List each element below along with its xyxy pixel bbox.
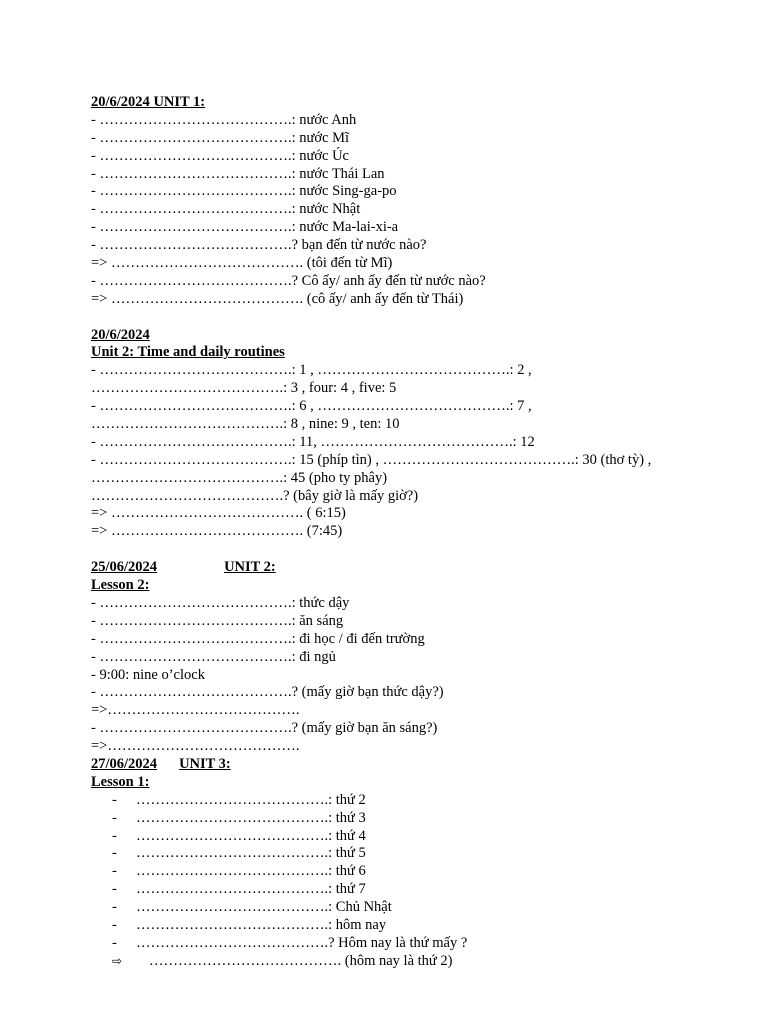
unit2b-line: - ………………………………….: thức dậy xyxy=(91,594,350,611)
blank: …………………………………. xyxy=(136,881,329,898)
blank: …………………………………. xyxy=(136,827,329,844)
blank: …………………………………. xyxy=(136,899,329,916)
blank: …………………………………. xyxy=(110,505,304,522)
blank: …………………………………. xyxy=(99,398,292,415)
unit2b-answer: =>…………………………………. xyxy=(91,702,300,719)
blank: …………………………………. xyxy=(99,111,292,128)
blank: …………………………………. xyxy=(91,469,284,486)
unit3-line: - ………………………………….: thứ 6 xyxy=(112,863,366,880)
spacer xyxy=(91,309,728,327)
blank: …………………………………. xyxy=(317,362,510,379)
unit2b-line: - ………………………………….: ăn sáng xyxy=(91,612,344,629)
blank: …………………………………. xyxy=(110,255,304,272)
blank: …………………………………. xyxy=(91,487,284,504)
unit1-heading xyxy=(91,94,728,112)
unit1-line: - ………………………………….: nước Thái Lan xyxy=(91,165,385,182)
blank: …………………………………. xyxy=(91,380,284,397)
blank: …………………………………. xyxy=(99,433,292,450)
blank: …………………………………. xyxy=(136,916,329,933)
unit2-date: 20/6/2024 xyxy=(91,326,150,343)
unit2-line: - ………………………………….: 15 (phíp tìn) , ………………………………….: 30 (thơ tỳ) , xyxy=(91,451,652,468)
blank: …………………………………. xyxy=(99,129,292,146)
unit3-line: - ………………………………….: thứ 2 xyxy=(112,791,366,808)
unit1-line: - ………………………………….: nước Nhật xyxy=(91,201,361,218)
unit3-line: - ………………………………….: thứ 7 xyxy=(112,881,366,898)
unit3-title: UNIT 3: xyxy=(179,755,231,772)
unit2-line: - ………………………………….: 11, ………………………………….: 12 xyxy=(91,433,535,450)
document-content xyxy=(91,94,728,971)
unit1-line: - ………………………………….: nước Mĩ xyxy=(91,129,350,146)
spacer xyxy=(91,541,728,559)
unit2-answer: => …………………………………. ( 6:15) xyxy=(91,505,346,522)
unit2b-example: - 9:00: nine o’clock xyxy=(91,666,205,683)
blank: …………………………………. xyxy=(99,720,292,737)
blank: …………………………………. xyxy=(99,165,292,182)
unit3-line: - ………………………………….: thứ 4 xyxy=(112,827,366,844)
unit1-line: - ………………………………….: nước Úc xyxy=(91,147,349,164)
unit2b-line: - ………………………………….: đi ngủ xyxy=(91,648,336,665)
blank: …………………………………. xyxy=(107,738,300,755)
unit3-answer: ⇨ …………………………………. (hôm nay là thứ 2) xyxy=(112,952,453,969)
unit3-question: - ………………………………….? Hôm nay là thứ mấy ? xyxy=(112,934,468,951)
blank: …………………………………. xyxy=(99,147,292,164)
blank: …………………………………. xyxy=(99,684,292,701)
unit1-answer: => …………………………………. (tôi đến từ Mĩ) xyxy=(91,255,393,272)
unit3-line: - ………………………………….: thứ 5 xyxy=(112,845,366,862)
blank: …………………………………. xyxy=(99,362,292,379)
unit2-line: - ………………………………….: 1 , ………………………………….: 2 , xyxy=(91,362,532,379)
unit3-line: - ………………………………….: Chủ Nhật xyxy=(112,899,392,916)
unit1-date: 20/6/2024 xyxy=(91,94,150,110)
blank: …………………………………. xyxy=(99,612,292,629)
blank: …………………………………. xyxy=(99,594,292,611)
unit2-title: Unit 2: Time and daily routines xyxy=(91,344,285,361)
blank: …………………………………. xyxy=(110,290,304,307)
unit2-answer: => …………………………………. (7:45) xyxy=(91,523,343,540)
blank: …………………………………. xyxy=(107,702,300,719)
blank: …………………………………. xyxy=(136,863,329,880)
blank: …………………………………. xyxy=(99,630,292,647)
blank: …………………………………. xyxy=(382,451,575,468)
unit1-question: - ………………………………….? Cô ấy/ anh ấy đến từ nước nào? xyxy=(91,272,486,289)
unit1-title: UNIT 1: xyxy=(153,94,206,110)
unit1-line: - ………………………………….: nước Anh xyxy=(91,111,357,128)
blank: …………………………………. xyxy=(136,791,329,808)
unit2-line: ………………………………….: 8 , nine: 9 , ten: 10 xyxy=(91,416,400,433)
unit2-line: - ………………………………….: 6 , ………………………………….: 7 , xyxy=(91,398,532,415)
blank: …………………………………. xyxy=(136,934,329,951)
blank: …………………………………. xyxy=(149,952,342,969)
blank: …………………………………. xyxy=(99,451,292,468)
blank: …………………………………. xyxy=(99,237,292,254)
unit2b-date: 25/06/2024 xyxy=(91,559,158,576)
blank: …………………………………. xyxy=(99,648,292,665)
unit2b-question: - ………………………………….? (mấy giờ bạn thức dậy?) xyxy=(91,684,444,701)
unit2b-heading xyxy=(91,559,728,577)
unit3-lesson: Lesson 1: xyxy=(91,773,150,790)
unit1-question: - ………………………………….? bạn đến từ nước nào? xyxy=(91,237,427,254)
blank: …………………………………. xyxy=(99,219,292,236)
unit3-line: - ………………………………….: hôm nay xyxy=(112,916,387,933)
unit1-answer: => …………………………………. (cô ấy/ anh ấy đến từ Thái) xyxy=(91,290,464,307)
blank: …………………………………. xyxy=(110,523,304,540)
unit2b-answer: =>…………………………………. xyxy=(91,738,300,755)
blank: …………………………………. xyxy=(136,809,329,826)
unit2b-line: - ………………………………….: đi học / đi đến trường xyxy=(91,630,425,647)
blank: …………………………………. xyxy=(136,845,329,862)
blank: …………………………………. xyxy=(99,272,292,289)
blank: …………………………………. xyxy=(99,183,292,200)
arrow-bullet-icon: ⇨ xyxy=(112,953,123,968)
blank: …………………………………. xyxy=(320,433,513,450)
unit2-question: ………………………………….? (bây giờ là mấy giờ?) xyxy=(91,487,419,504)
unit2-line: ………………………………….: 3 , four: 4 , five: 5 xyxy=(91,380,397,397)
unit3-line: - ………………………………….: thứ 3 xyxy=(112,809,366,826)
unit2-line: ………………………………….: 45 (pho ty phây) xyxy=(91,469,388,486)
unit1-line: - ………………………………….: nước Sing-ga-po xyxy=(91,183,397,200)
unit1-line: - ………………………………….: nước Ma-lai-xi-a xyxy=(91,219,399,236)
unit2b-title: UNIT 2: xyxy=(224,559,276,576)
blank: …………………………………. xyxy=(317,398,510,415)
unit2b-question: - ………………………………….? (mấy giờ bạn ăn sáng?) xyxy=(91,720,438,737)
unit2b-lesson: Lesson 2: xyxy=(91,577,150,594)
unit3-heading xyxy=(91,756,728,774)
blank: …………………………………. xyxy=(99,201,292,218)
blank: …………………………………. xyxy=(91,416,284,433)
unit3-date: 27/06/2024 xyxy=(91,755,158,772)
